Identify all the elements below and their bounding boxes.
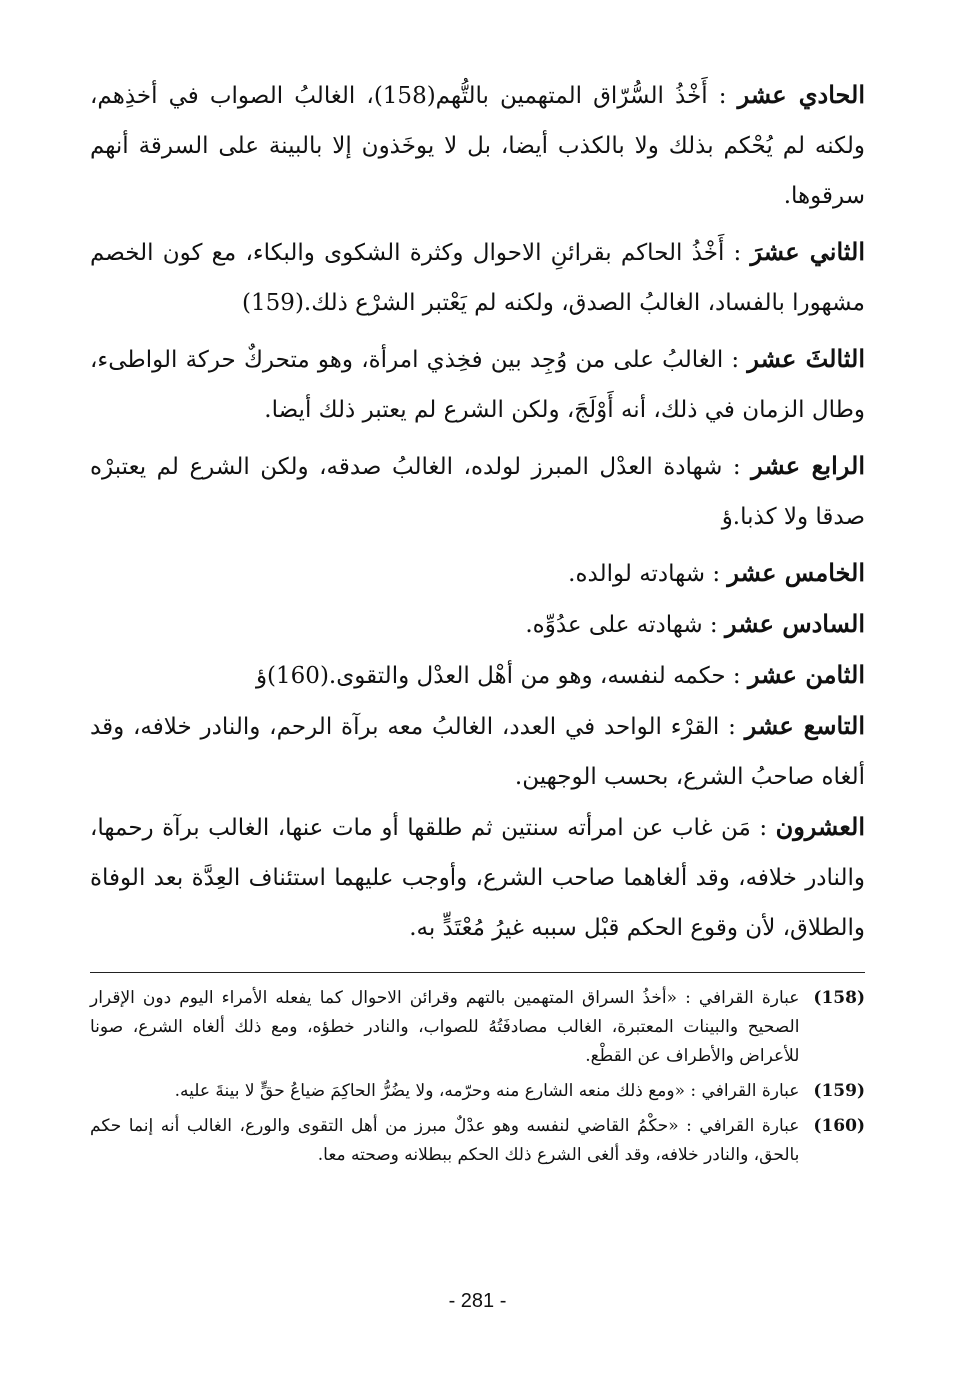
paragraph-heading: الثامن عشر — [748, 660, 865, 689]
paragraph-text: : شهادة العدْل المبرز لولده، الغالبُ صدقه، ولكن الشرع لم يعتبرْه صدقا ولا كذبا.ؤ — [90, 454, 865, 530]
main-text-body — [90, 70, 865, 953]
paragraph-heading: الثاني عشرَ — [750, 237, 866, 266]
paragraph-text: : حكمه لنفسه، وهو من أهْل العدْل والتقوى.(160)ؤ — [255, 663, 748, 689]
paragraph-text: : شهادته على عدُوِّه. — [525, 612, 725, 638]
paragraph-heading: الحادي عشر — [737, 80, 865, 109]
paragraph-heading: الثالثَ عشر — [747, 344, 865, 373]
footnote-text: عبارة القرافي : «حكْمُ القاضي لنفسه وهو عدْلٌ مبرز من أهل التقوى والورع، الغالب أنه إنما حكم بالحق، والنادر خلافه، وقد ألغى الشرع ذلك الحكم ببطلانه وصحته معا. — [90, 1116, 800, 1165]
paragraph-heading: العشرون — [775, 812, 865, 841]
footnote-item — [90, 1077, 865, 1106]
footnote-number: (159) — [813, 1081, 865, 1101]
footnote-item — [90, 1112, 865, 1170]
paragraph-item — [90, 548, 865, 599]
paragraph-heading: الرابع عشر — [751, 451, 866, 480]
paragraph-item — [90, 227, 865, 328]
paragraph-item — [90, 599, 865, 650]
footnote-number: (158) — [813, 988, 865, 1008]
paragraph-item — [90, 441, 865, 542]
paragraph-heading: التاسع عشر — [744, 711, 866, 740]
footnote-text: عبارة القرافي : «أخذُ السراق المتهمين بالتهم وقرائن الاحوال كما يفعله الأمراء اليوم دون الإقرار الصحيح والبينات المعتبرة، الغالب مصادفَتُهُ للصواب، والنادر خطؤه، ومع ذلك ألغاه الشرع، صونا للأعراض والأطراف عن القطْع. — [90, 988, 800, 1066]
footnote-item — [90, 984, 865, 1071]
paragraph-item — [90, 802, 865, 953]
paragraph-text: : شهادته لوالده. — [568, 561, 728, 587]
paragraph-heading: الخامس عشر — [727, 558, 865, 587]
footnotes-section — [90, 984, 865, 1176]
paragraph-item — [90, 650, 865, 701]
footnote-text: عبارة القرافي : «ومع ذلك منعه الشارع منه وحرّمه، ولا يضُرُّ الحاكِمَ ضياعُ حقٍّ لا بينةَ عليه. — [174, 1081, 800, 1101]
footnote-number: (160) — [813, 1116, 865, 1136]
paragraph-item — [90, 334, 865, 435]
paragraph-text: : الغالبُ على من وُجِد بين فخِذي امرأة، وهو متحركٌ حركة الواطىء، وطال الزمان في ذلك، أنه أَوْلَجَ، ولكن الشرع لم يعتبر ذلك أيضا. — [90, 347, 865, 423]
paragraph-text: : مَن غاب عن امرأته سنتين ثم طلقها أو مات عنها، الغالب برآة رحمها، والنادر خلافه، وقد ألغاهما صاحب الشرع، وأوجب عليهما استئناف العِدَّة بعد الوفاة والطلاق، لأن وقوع الحكم قبْل سببه غيرُ مُعْتَدٍّ به. — [90, 815, 865, 941]
page-number: - 281 - — [448, 1290, 507, 1312]
paragraph-text: : أَخْذُ الحاكم بقرائنِ الاحوال وكثرة الشكوى والبكاء، مع كون الخصم مشهورا بالفساد، الغالبُ الصدق، ولكنه لم يَعْتبر الشرْع ذلك.(159) — [90, 240, 865, 316]
footnote-divider — [90, 972, 865, 973]
paragraph-text: : القرْء الواحد في العدد، الغالبُ معه برآة الرحم، والنادر خلافه، وقد ألغاه صاحبُ الشرع، بحسب الوجهين. — [90, 714, 865, 790]
paragraph-heading: السادس عشر — [724, 609, 865, 638]
paragraph-item — [90, 701, 865, 802]
paragraph-text: : أَخْذُ السُّرّاق المتهمين بالتُّهم(158)، الغالبُ الصواب في أخذِهم، ولكنه لم يُحْكم بذلك ولا بالكذب أيضا، بل لا يوخَذون إلا بالبينة على السرقة أنهم سرقوها. — [90, 83, 865, 209]
paragraph-item — [90, 70, 865, 221]
